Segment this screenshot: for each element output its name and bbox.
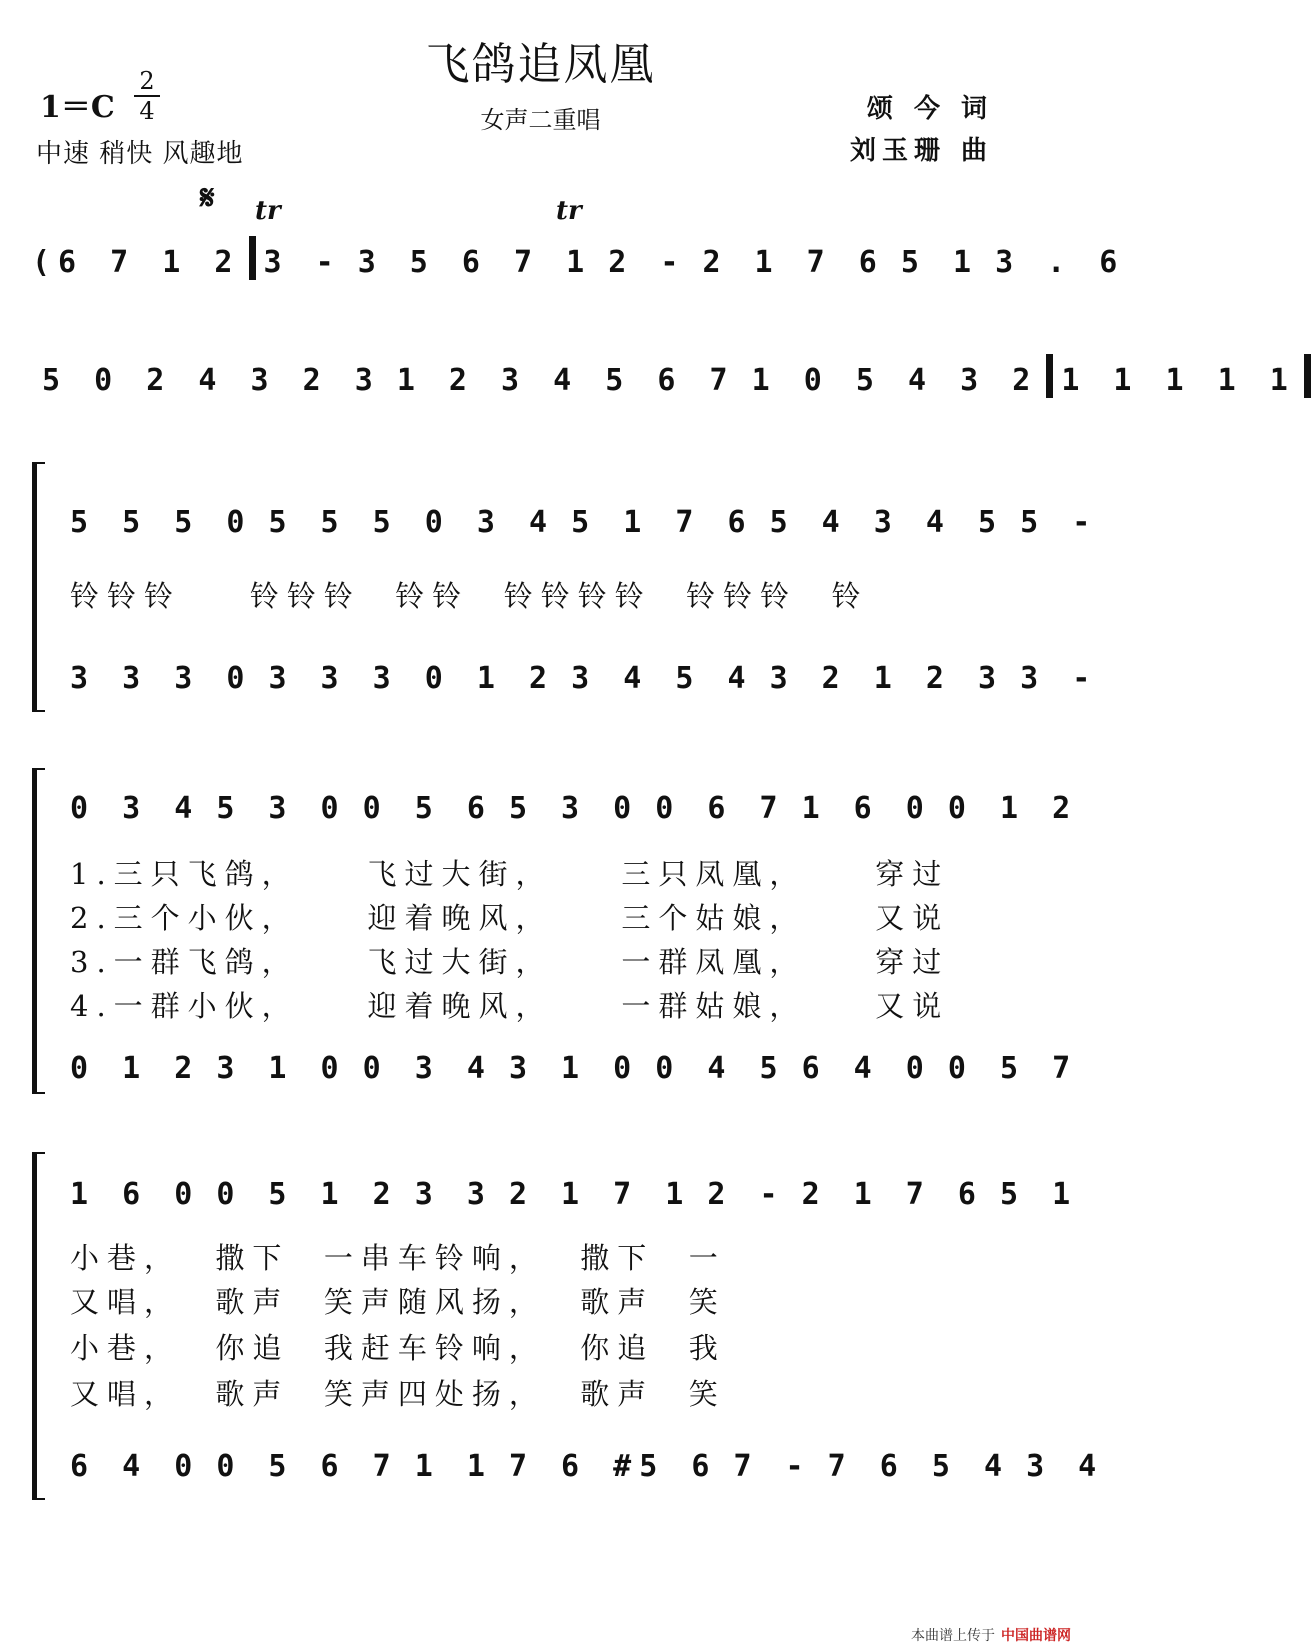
time-signature: [132, 68, 162, 124]
measure: 7 6 5 4: [827, 1449, 1011, 1484]
measure: 2 1 7 6: [702, 245, 885, 280]
verse-line: [70, 1372, 989, 1413]
verse-line: [70, 1236, 989, 1277]
system-3-lyrics: [70, 574, 989, 615]
measure: 0 5 1 2: [216, 1177, 399, 1212]
measure: 3 -: [1020, 661, 1099, 696]
verse-line: [70, 940, 989, 981]
measure: 2 1 7 6: [801, 1177, 984, 1212]
meter-top: 2: [139, 67, 155, 95]
footer: [911, 1625, 1071, 1645]
measure: 3 . 6: [995, 245, 1126, 280]
measure: 0 5 7: [947, 1051, 1079, 1086]
measure: 1 2 3 4 5 6 7: [396, 363, 736, 398]
trill-mark-1: tr: [255, 196, 281, 226]
measure: 3 4 5 4: [571, 661, 754, 696]
measure: 0 5 6: [362, 791, 493, 826]
system-3-lower: [70, 656, 1099, 696]
measure: 3 1 0: [216, 1051, 347, 1086]
system-brace: [32, 768, 45, 1094]
repeat-barline: [1304, 354, 1311, 398]
measure: 6 4 0: [801, 1051, 932, 1086]
song-title: 飞鸽追凤凰: [425, 39, 656, 90]
verse-2-cont: 又唱， 歌声 笑声随风扬， 歌声 笑: [70, 1285, 726, 1319]
measure: 2 -: [608, 245, 687, 280]
measure: 3 3 3 0 1 2: [268, 661, 556, 696]
tempo-marking: 中速 稍快 风趣地: [36, 139, 244, 169]
song-subtitle: 女声二重唱: [480, 106, 601, 134]
measure: 3 4: [1026, 1449, 1105, 1484]
verse-1-cont: 小巷， 撒下 一串车铃响， 撒下 一: [70, 1241, 726, 1275]
measure: 0 1 2: [947, 791, 1079, 826]
verse-line: [70, 852, 989, 893]
measure: 0 3 4: [70, 791, 201, 826]
measure: 6 4 0: [70, 1449, 201, 1484]
measure: 5 1: [1000, 1177, 1079, 1212]
system-5-lower: [70, 1444, 1105, 1484]
measure: 0 1 2: [70, 1051, 201, 1086]
verse-2: 2.三个小伙， 迎着晚风， 三个姑娘， 又说: [70, 901, 950, 935]
repeat-barline: [249, 236, 256, 280]
verse-line: [70, 1326, 989, 1367]
system-3-upper: [70, 500, 1099, 540]
measure: 2 -: [707, 1177, 786, 1212]
segno-icon: 𝄋: [200, 178, 215, 218]
measure: 1 0 5 4 3 2: [751, 363, 1039, 398]
system-5-upper: [70, 1172, 1079, 1212]
measure: 3 1 0: [508, 1051, 640, 1086]
verse-line: [70, 1280, 989, 1321]
lyric-line: 铃铃铃 铃铃铃 铃铃 铃铃铃铃 铃铃铃 铃: [70, 579, 869, 613]
meter-bottom: 4: [139, 97, 155, 125]
verse-line: [70, 896, 989, 937]
measure: 3 -: [263, 245, 342, 280]
measure: 5 4 3 4 5: [769, 505, 1005, 540]
system-4-upper: [70, 786, 1079, 826]
measure: 0 3 4: [362, 1051, 493, 1086]
measure: 7 6 #5 6: [508, 1449, 718, 1484]
measure: 3 3: [414, 1177, 493, 1212]
measure: 5 0 2 4 3 2 3: [42, 363, 381, 398]
verse-line: [70, 984, 989, 1025]
composer-credit: 刘玉珊 曲: [849, 136, 993, 166]
measure: (6 7 1 2: [32, 245, 241, 280]
measure: 2 1 7 1: [508, 1177, 692, 1212]
verse-3: 3.一群飞鸽， 飞过大街， 一群凤凰， 穿过: [70, 945, 950, 979]
measure: 3 5 6 7 1: [357, 245, 593, 280]
measure: 5 1: [900, 245, 980, 280]
measure: 5 3 0: [216, 791, 347, 826]
system-brace: [32, 1152, 45, 1500]
trill-mark-2: tr: [556, 196, 582, 226]
measure: 5 1 7 6: [571, 505, 754, 540]
measure: 5 5 5 0 3 4: [268, 505, 556, 540]
measure: 5 -: [1020, 505, 1099, 540]
verse-3-cont: 小巷， 你追 我赶车铃响， 你追 我: [70, 1331, 726, 1365]
verse-4-cont: 又唱， 歌声 笑声四处扬， 歌声 笑: [70, 1377, 726, 1411]
system-2: [42, 358, 1296, 398]
repeat-barline: [1046, 354, 1053, 398]
measure: 0 5 6 7: [216, 1449, 399, 1484]
measure: 1 6 0: [70, 1177, 201, 1212]
measure: 3 2 1 2 3: [769, 661, 1005, 696]
measure: 3 3 3 0: [70, 661, 253, 696]
measure: 0 6 7: [655, 791, 786, 826]
measure: 5 5 5 0: [70, 505, 253, 540]
key-signature: 1＝C: [40, 90, 115, 125]
site-logo[interactable]: 中国曲谱网: [1001, 1628, 1071, 1644]
measure: 1 6 0: [801, 791, 932, 826]
verse-1: 1.三只飞鸽， 飞过大街， 三只凤凰， 穿过: [70, 857, 950, 891]
system-1: [32, 240, 1126, 280]
footer-text: 本曲谱上传于: [911, 1628, 995, 1644]
measure: 5 3 0: [508, 791, 640, 826]
system-4-lower: [70, 1046, 1079, 1086]
system-brace: [32, 462, 45, 712]
measure: 0 4 5: [655, 1051, 786, 1086]
measure: 1 1: [414, 1449, 493, 1484]
measure: 7 -: [733, 1449, 812, 1484]
verse-4: 4.一群小伙， 迎着晚风， 一群姑娘， 又说: [70, 989, 950, 1023]
measure: 1 1 1 1 1: [1061, 363, 1296, 398]
lyricist-credit: 颂 今 词: [866, 94, 993, 124]
